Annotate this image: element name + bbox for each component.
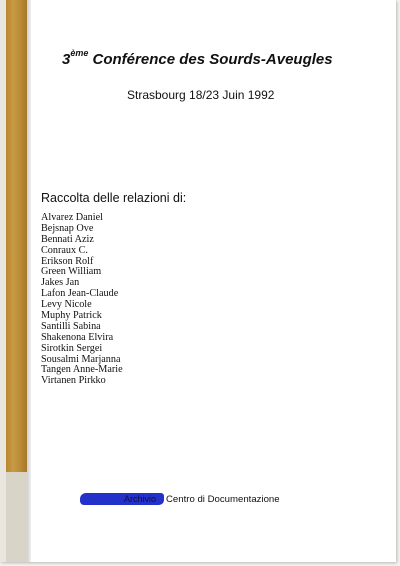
- author-item: Santilli Sabina: [41, 320, 101, 332]
- binding-strip: [27, 0, 31, 562]
- author-item: Conraux C.: [41, 244, 88, 256]
- marker-text: Archivio: [124, 494, 157, 504]
- document-subtitle: Strasbourg 18/23 Juin 1992: [127, 88, 275, 102]
- spine-label-area: [6, 472, 27, 562]
- title-number: 3: [62, 51, 71, 68]
- author-item: Virtanen Pirkko: [41, 375, 106, 387]
- footer-label: Centro di Documentazione: [166, 493, 280, 505]
- authors-list: [41, 213, 123, 387]
- footer-stamp: [80, 492, 280, 506]
- author-item: Levy Nicole: [41, 299, 92, 311]
- document-title: [62, 50, 382, 68]
- title-superscript: ème: [70, 48, 89, 58]
- author-item: Bennati Aziz: [41, 233, 94, 245]
- author-item: Bejsnap Ove: [41, 222, 94, 234]
- author-item: Sirotkin Sergei: [41, 342, 103, 354]
- author-item: Green William: [41, 266, 102, 278]
- author-item: Shakenona Elvira: [41, 331, 114, 343]
- authors-heading: Raccolta delle relazioni di:: [41, 191, 187, 205]
- author-item: Alvarez Daniel: [41, 212, 103, 223]
- author-item: Sousalmi Marjanna: [41, 353, 121, 365]
- title-text: Conférence des Sourds-Aveugles: [88, 51, 333, 68]
- author-item: Erikson Rolf: [41, 255, 94, 267]
- author-item: Jakes Jan: [41, 277, 80, 289]
- marker-highlight: [80, 493, 164, 505]
- author-item: Lafon Jean-Claude: [41, 288, 119, 300]
- author-item: Tangen Anne-Marie: [41, 364, 123, 376]
- author-item: Muphy Patrick: [41, 310, 102, 322]
